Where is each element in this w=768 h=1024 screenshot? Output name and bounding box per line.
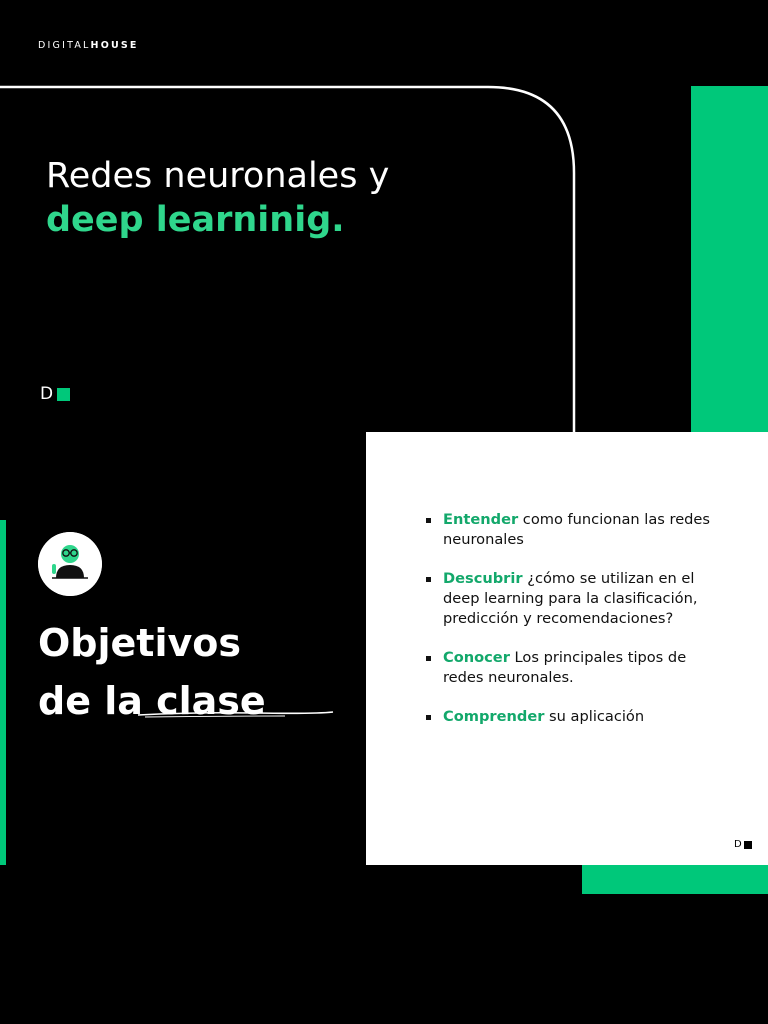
brand-bold: HOUSE — [90, 40, 139, 51]
objective-item — [426, 510, 726, 550]
logo-square-icon — [744, 841, 752, 849]
brand-light: DIGITAL — [38, 40, 91, 51]
slide2-bottom-accent — [582, 865, 768, 894]
teacher-avatar-icon — [38, 532, 102, 596]
bullet-icon — [426, 656, 431, 661]
objective-text: su aplicación — [544, 708, 645, 725]
slide2-title-line2: de la clase — [38, 679, 266, 723]
objective-keyword: Comprender — [443, 708, 545, 725]
objectives-list — [426, 510, 726, 746]
objective-keyword: Descubrir — [443, 570, 523, 587]
slide1-logo — [40, 386, 70, 403]
slide1-title-line2: deep learninig. — [46, 200, 345, 240]
objective-text: como funcionan las redes neuronales — [443, 511, 711, 548]
objective-item — [426, 707, 726, 727]
objective-text: Los principales tipos de redes neuronales. — [443, 649, 687, 686]
slide1-title-line1: Redes neuronales y — [46, 156, 390, 196]
objective-item — [426, 569, 726, 629]
logo-square-icon — [57, 388, 70, 401]
logo-letter: D — [40, 384, 54, 404]
bullet-icon — [426, 518, 431, 523]
objective-keyword: Conocer — [443, 649, 510, 666]
slide2-title-line1: Objetivos — [38, 621, 241, 665]
objective-keyword: Entender — [443, 511, 519, 528]
slide2-accent-bar — [0, 520, 6, 865]
bullet-icon — [426, 577, 431, 582]
objective-item — [426, 648, 726, 688]
slide2-logo — [734, 840, 752, 850]
bullet-icon — [426, 715, 431, 720]
slide1-accent-bar — [691, 86, 768, 432]
underline-scribble-icon — [135, 707, 337, 721]
logo-letter: D — [734, 839, 742, 850]
slide1-title — [46, 154, 389, 242]
objective-text: ¿cómo se utilizan en el deep learning para la clasificación, predicción y recomendaciones? — [443, 570, 698, 627]
